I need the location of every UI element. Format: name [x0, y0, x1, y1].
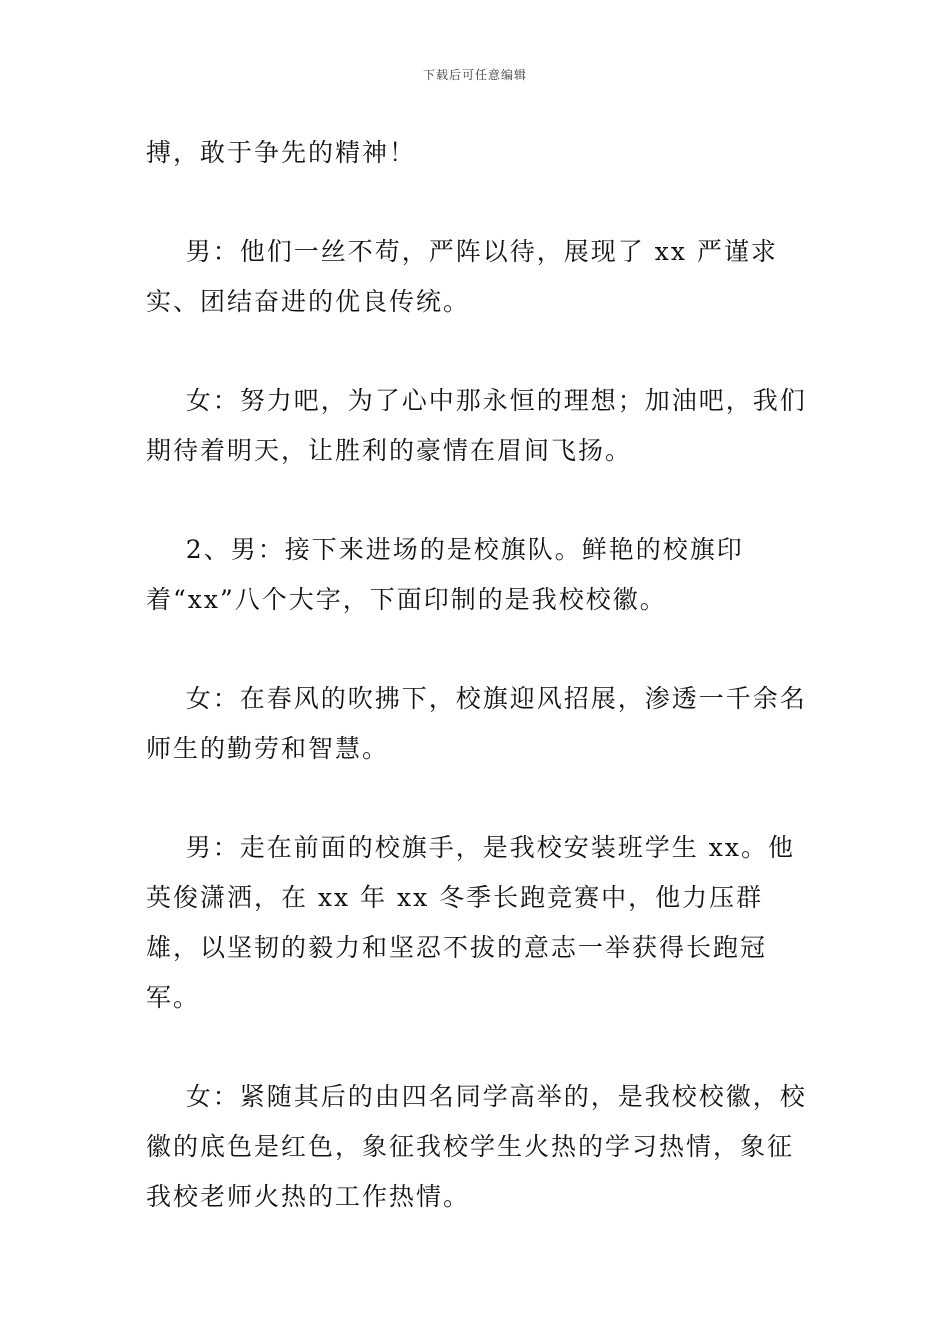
paragraph-school-badge: 女：紧随其后的由四名同学高举的，是我校校徽，校徽的底色是红色，象征我校学生火热的学习热情，象征我校老师火热的工作热情。: [146, 1082, 807, 1211]
paragraph-female-1: 女：努力吧，为了心中那永恒的理想；加油吧，我们期待着明天，让胜利的豪情在眉间飞扬。: [146, 386, 807, 465]
paragraph-flag-bearer: 男：走在前面的校旗手，是我校安装班学生 xx。他英俊潇洒，在 xx 年 xx 冬季长跑竞赛中，他力压群雄，以坚韧的毅力和坚忍不拔的意志一举获得长跑冠军。: [146, 833, 795, 1012]
document-body: [146, 128, 810, 1271]
page-header-note: 下载后可任意编辑: [422, 68, 527, 82]
paragraph-male-1: 男：他们一丝不苟，严阵以待，展现了 xx 严谨求实、团结奋进的优良传统。: [146, 237, 778, 316]
paragraph-female-2: 女：在春风的吹拂下，校旗迎风招展，渗透一千余名师生的勤劳和智慧。: [146, 684, 807, 763]
paragraph-flag-team: 2、男：接下来进场的是校旗队。鲜艳的校旗印着“xx”八个大字，下面印制的是我校校徽。: [146, 535, 744, 614]
paragraph-continued: 搏，敢于争先的精神！: [146, 138, 417, 167]
